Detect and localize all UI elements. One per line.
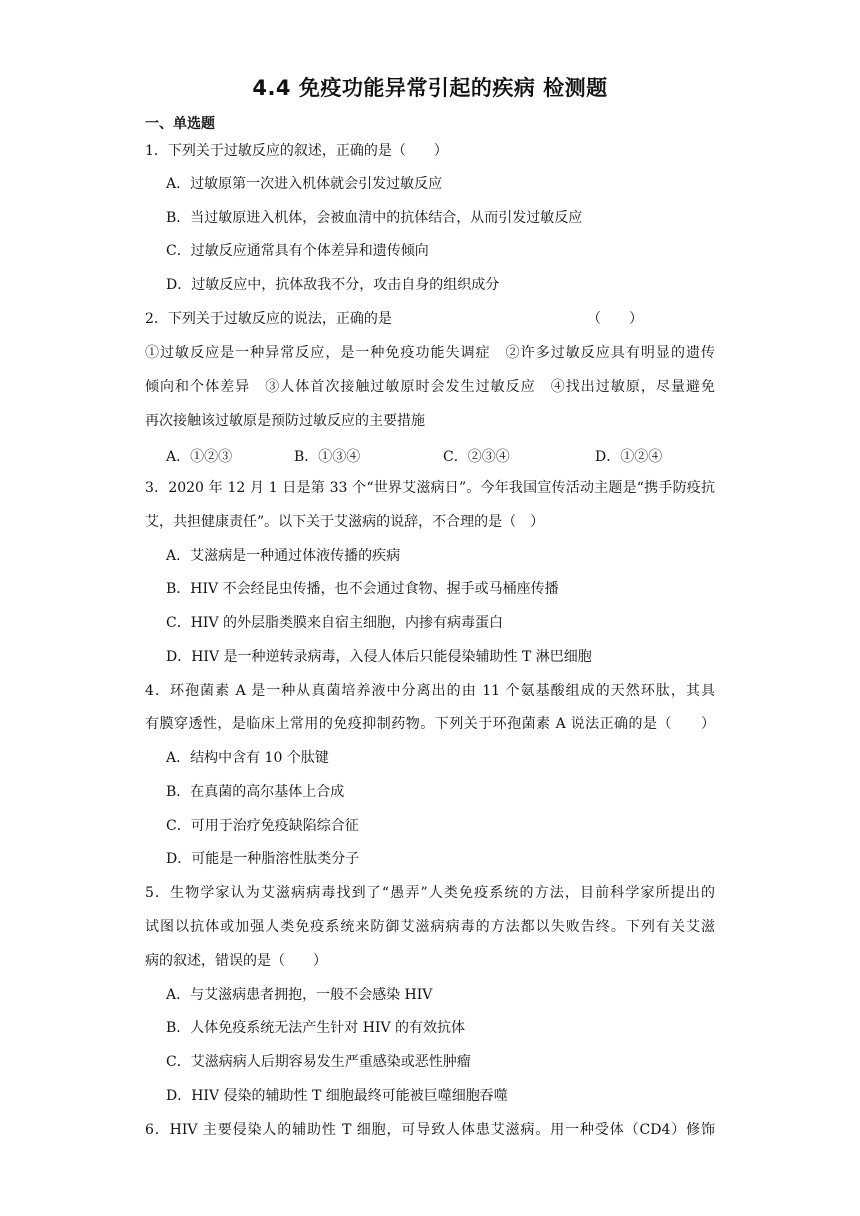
q2-statement-line-3: 再次接触该过敏原是预防过敏反应的主要措施 (145, 413, 425, 429)
q1-option-c: C．过敏反应通常具有个体差异和遗传倾向 (166, 243, 429, 259)
q2-option-a: A．①②③ (166, 449, 233, 465)
q2-statement-line-2: 倾向和个体差异 ③人体首次接触过敏原时会发生过敏反应 ④找出过敏原，尽量避免 (145, 379, 715, 395)
q1-option-d: D．过敏反应中，抗体敌我不分，攻击自身的组织成分 (166, 277, 500, 293)
q2-stem (145, 310, 715, 328)
q1-option-b: B．当过敏原进入机体，会被血清中的抗体结合，从而引发过敏反应 (166, 210, 583, 226)
q5-stem-line-3: 病的叙述，错误的是（ ） (145, 953, 327, 969)
q3-stem-line-2: 艾，共担健康责任”。以下关于艾滋病的说辞，不合理的是（ ） (145, 514, 545, 530)
q2-stem-text: 2．下列关于过敏反应的说法，正确的是 (145, 311, 392, 327)
section-heading: 一、单选题 (145, 116, 215, 132)
q1-option-a: A．过敏原第一次进入机体就会引发过敏反应 (166, 176, 443, 192)
q3-stem-line-1: 3．2020 年 12 月 1 日是第 33 个“世界艾滋病日”。今年我国宣传活动主题是“携手防疫抗 (145, 480, 715, 496)
q4-stem-line-1: 4．环孢菌素 A 是一种从真菌培养液中分离出的由 11 个氨基酸组成的天然环肽，其具 (145, 683, 715, 699)
q1-stem: 1．下列关于过敏反应的叙述，正确的是（ ） (145, 143, 448, 159)
q5-option-a: A．与艾滋病患者拥抱，一般不会感染 HIV (166, 987, 433, 1003)
q4-stem-line-2: 有膜穿透性，是临床上常用的免疫抑制药物。下列关于环孢菌素 A 说法正确的是（ ） (145, 716, 715, 732)
q3-option-b: B．HIV 不会经昆虫传播，也不会通过食物、握手或马桶座传播 (166, 581, 559, 597)
q5-stem-line-1: 5．生物学家认为艾滋病病毒找到了“愚弄”人类免疫系统的方法，目前科学家所提出的 (145, 885, 715, 901)
q3-option-c: C．HIV 的外层脂类膜来自宿主细胞，内掺有病毒蛋白 (166, 615, 504, 631)
q4-option-c: C．可用于治疗免疫缺陷综合征 (166, 818, 359, 834)
q2-answer-blank: （ ） (587, 311, 643, 327)
q4-option-d: D．可能是一种脂溶性肽类分子 (166, 851, 360, 867)
q2-option-d: D．①②④ (595, 449, 663, 465)
q5-option-c: C．艾滋病病人后期容易发生严重感染或恶性肿瘤 (166, 1054, 471, 1070)
q5-stem-line-2: 试图以抗体或加强人类免疫系统来防御艾滋病病毒的方法都以失败告终。下列有关艾滋 (145, 919, 715, 935)
q2-statement-line-1: ①过敏反应是一种异常反应，是一种免疫功能失调症 ②许多过敏反应具有明显的遗传 (145, 345, 715, 361)
q5-option-b: B．人体免疫系统无法产生针对 HIV 的有效抗体 (166, 1020, 466, 1036)
q3-option-d: D．HIV 是一种逆转录病毒，入侵人体后只能侵染辅助性 T 淋巴细胞 (166, 649, 592, 665)
q2-option-b: B．①③④ (294, 449, 361, 465)
q2-option-c: C．②③④ (443, 449, 510, 465)
q5-option-d: D．HIV 侵染的辅助性 T 细胞最终可能被巨噬细胞吞噬 (166, 1088, 508, 1104)
q4-option-b: B．在真菌的高尔基体上合成 (166, 784, 345, 800)
document-title: 4.4 免疫功能异常引起的疾病 检测题 (252, 76, 608, 100)
q3-option-a: A．艾滋病是一种通过体液传播的疾病 (166, 548, 401, 564)
q4-option-a: A．结构中含有 10 个肽键 (166, 750, 329, 766)
q6-stem-line-1: 6．HIV 主要侵染人的辅助性 T 细胞，可导致人体患艾滋病。用一种受体（CD4）修饰 (145, 1122, 715, 1138)
